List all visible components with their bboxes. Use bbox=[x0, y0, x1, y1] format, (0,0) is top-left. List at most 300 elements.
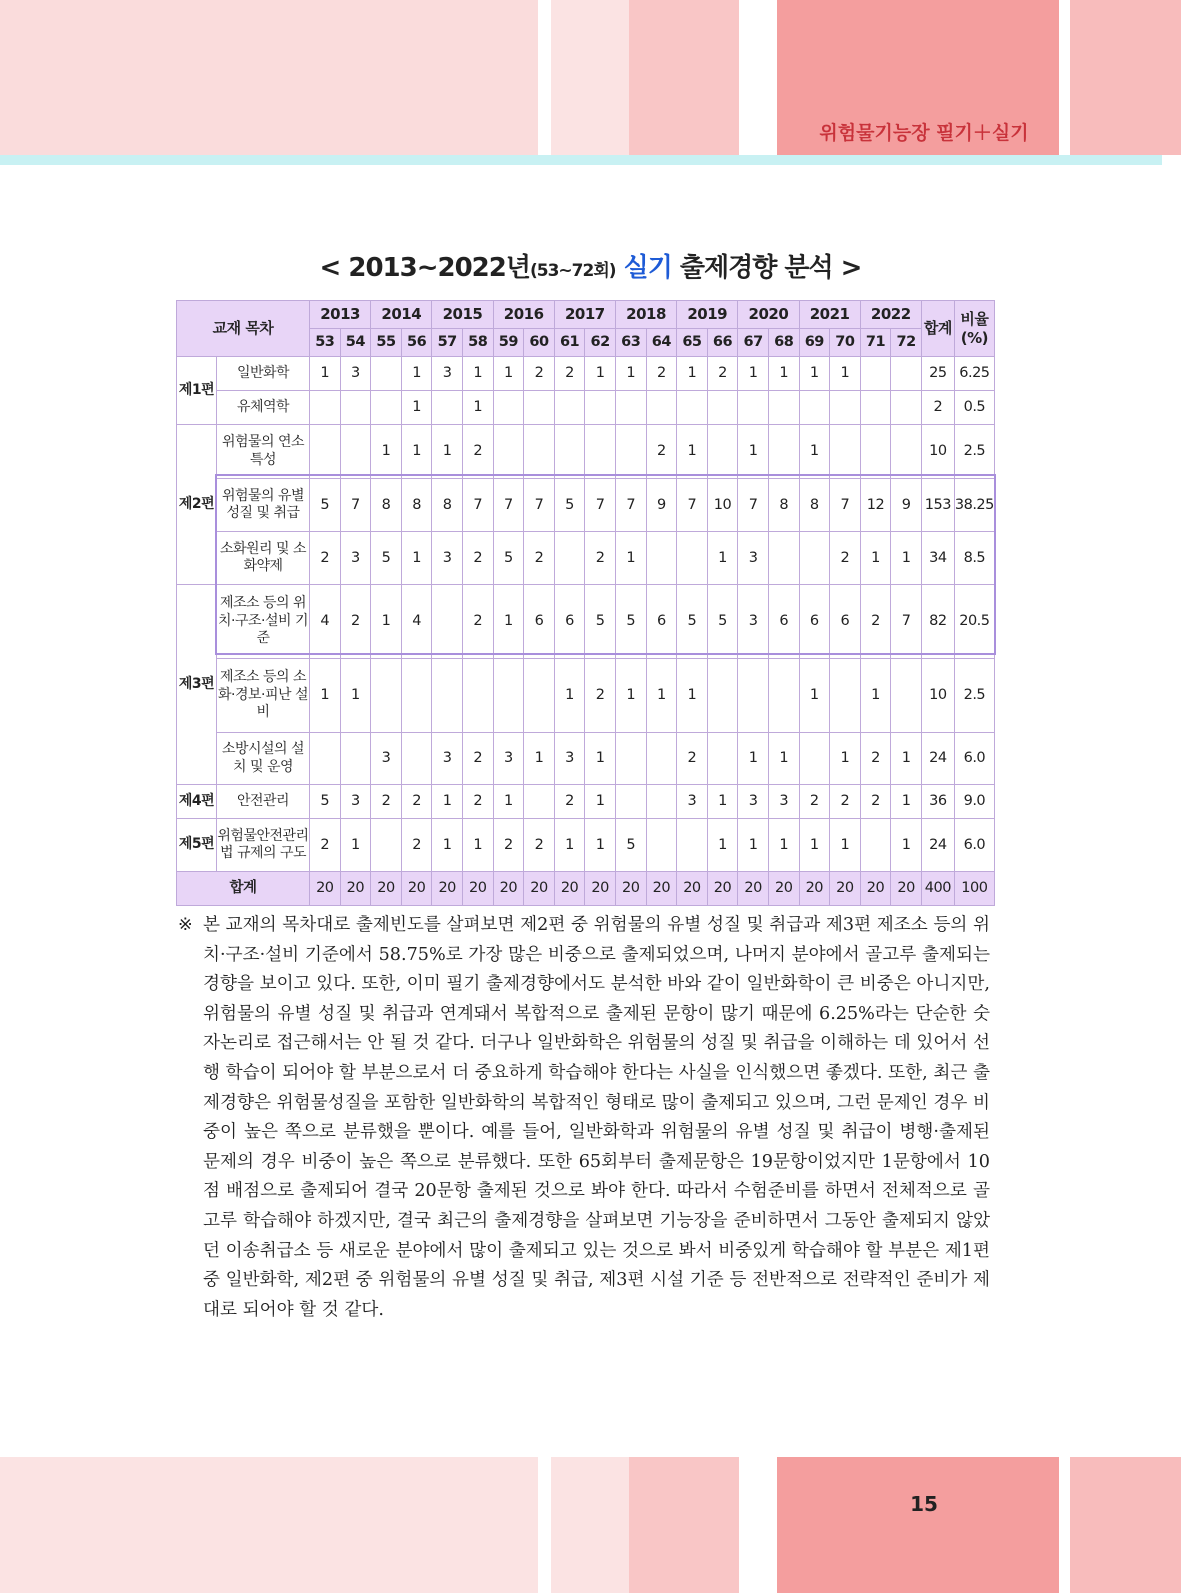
count-cell: 8 bbox=[799, 479, 830, 532]
count-cell: 7 bbox=[524, 479, 555, 532]
analysis-note bbox=[178, 911, 990, 1325]
grand-ratio-cell: 100 bbox=[954, 872, 994, 906]
count-cell: 1 bbox=[830, 733, 861, 785]
round-header: 64 bbox=[646, 329, 677, 357]
count-cell: 7 bbox=[677, 479, 708, 532]
count-cell bbox=[371, 819, 402, 872]
count-cell: 3 bbox=[554, 733, 585, 785]
count-cell: 9 bbox=[891, 479, 922, 532]
total-count-cell: 20 bbox=[310, 872, 341, 906]
total-count-cell: 20 bbox=[860, 872, 891, 906]
count-cell: 1 bbox=[371, 585, 402, 659]
round-header: 54 bbox=[340, 329, 371, 357]
category-label: 위험물의 연소 특성 bbox=[217, 425, 310, 479]
count-cell bbox=[615, 391, 646, 425]
header-band bbox=[0, 0, 538, 155]
count-cell: 2 bbox=[462, 425, 493, 479]
ratio-cell: 6.0 bbox=[954, 733, 994, 785]
count-cell bbox=[524, 659, 555, 733]
count-cell bbox=[432, 391, 463, 425]
count-cell: 1 bbox=[493, 785, 524, 819]
table-row bbox=[177, 819, 995, 872]
count-cell: 1 bbox=[860, 532, 891, 585]
count-cell: 1 bbox=[340, 819, 371, 872]
count-cell: 2 bbox=[830, 532, 861, 585]
footer-band bbox=[0, 1457, 538, 1593]
header-label: 교재 목차 bbox=[177, 301, 310, 357]
count-cell: 1 bbox=[860, 659, 891, 733]
table-row bbox=[177, 479, 995, 532]
count-cell: 7 bbox=[891, 585, 922, 659]
total-count-cell: 20 bbox=[615, 872, 646, 906]
count-cell bbox=[799, 532, 830, 585]
count-cell: 9 bbox=[646, 479, 677, 532]
count-cell: 1 bbox=[799, 425, 830, 479]
count-cell: 1 bbox=[493, 585, 524, 659]
count-cell: 2 bbox=[554, 785, 585, 819]
count-cell: 1 bbox=[768, 819, 799, 872]
round-header: 60 bbox=[524, 329, 555, 357]
count-cell bbox=[310, 425, 341, 479]
count-cell bbox=[677, 532, 708, 585]
count-cell: 1 bbox=[830, 819, 861, 872]
count-cell: 8 bbox=[371, 479, 402, 532]
table-row bbox=[177, 785, 995, 819]
ratio-cell: 2.5 bbox=[954, 659, 994, 733]
count-cell bbox=[340, 425, 371, 479]
title-prefix: < 2013~2022년 bbox=[319, 253, 530, 283]
count-cell: 7 bbox=[493, 479, 524, 532]
count-cell: 5 bbox=[554, 479, 585, 532]
table-row bbox=[177, 659, 995, 733]
count-cell: 4 bbox=[401, 585, 432, 659]
count-cell bbox=[462, 659, 493, 733]
footer-band bbox=[629, 1457, 739, 1593]
count-cell bbox=[677, 391, 708, 425]
count-cell: 4 bbox=[310, 585, 341, 659]
count-cell: 1 bbox=[799, 357, 830, 391]
total-count-cell: 20 bbox=[554, 872, 585, 906]
round-header: 53 bbox=[310, 329, 341, 357]
count-cell: 2 bbox=[646, 425, 677, 479]
count-cell bbox=[646, 391, 677, 425]
total-cell: 25 bbox=[921, 357, 954, 391]
section-label: 제1편 bbox=[177, 357, 217, 425]
trend-table bbox=[176, 300, 995, 906]
count-cell bbox=[860, 391, 891, 425]
count-cell bbox=[830, 391, 861, 425]
total-count-cell: 20 bbox=[799, 872, 830, 906]
count-cell: 1 bbox=[738, 733, 769, 785]
year-header: 2015 bbox=[432, 301, 493, 329]
count-cell: 2 bbox=[524, 819, 555, 872]
count-cell: 2 bbox=[830, 785, 861, 819]
count-cell bbox=[554, 425, 585, 479]
count-cell: 1 bbox=[524, 733, 555, 785]
count-cell bbox=[891, 357, 922, 391]
count-cell: 6 bbox=[830, 585, 861, 659]
round-header: 56 bbox=[401, 329, 432, 357]
count-cell: 1 bbox=[615, 659, 646, 733]
count-cell bbox=[310, 733, 341, 785]
count-cell: 1 bbox=[585, 819, 616, 872]
title-rounds: (53~72회) bbox=[529, 261, 616, 281]
count-cell: 1 bbox=[891, 785, 922, 819]
count-cell: 1 bbox=[401, 391, 432, 425]
total-cell: 24 bbox=[921, 819, 954, 872]
category-label: 위험물안전관리법 규제의 구도 bbox=[217, 819, 310, 872]
count-cell bbox=[524, 391, 555, 425]
total-cell: 24 bbox=[921, 733, 954, 785]
ratio-cell: 2.5 bbox=[954, 425, 994, 479]
category-label: 제조소 등의 소화·경보·피난 설비 bbox=[217, 659, 310, 733]
count-cell: 3 bbox=[493, 733, 524, 785]
section-label: 제4편 bbox=[177, 785, 217, 819]
count-cell bbox=[615, 425, 646, 479]
count-cell bbox=[585, 425, 616, 479]
count-cell: 2 bbox=[860, 585, 891, 659]
count-cell bbox=[830, 659, 861, 733]
count-cell: 1 bbox=[493, 357, 524, 391]
count-cell bbox=[371, 659, 402, 733]
page-title bbox=[0, 247, 1181, 284]
count-cell: 5 bbox=[615, 585, 646, 659]
count-cell bbox=[768, 532, 799, 585]
count-cell: 1 bbox=[340, 659, 371, 733]
table-row bbox=[177, 585, 995, 659]
count-cell: 3 bbox=[371, 733, 402, 785]
count-cell: 1 bbox=[432, 425, 463, 479]
count-cell bbox=[493, 659, 524, 733]
count-cell: 2 bbox=[462, 585, 493, 659]
round-header: 58 bbox=[462, 329, 493, 357]
round-header: 71 bbox=[860, 329, 891, 357]
count-cell: 2 bbox=[401, 785, 432, 819]
count-cell bbox=[891, 425, 922, 479]
count-cell: 1 bbox=[462, 391, 493, 425]
count-cell: 2 bbox=[585, 532, 616, 585]
count-cell: 2 bbox=[371, 785, 402, 819]
grand-total-cell: 400 bbox=[921, 872, 954, 906]
total-count-cell: 20 bbox=[524, 872, 555, 906]
round-header: 61 bbox=[554, 329, 585, 357]
count-cell bbox=[554, 391, 585, 425]
count-cell bbox=[830, 425, 861, 479]
count-cell bbox=[340, 391, 371, 425]
count-cell: 7 bbox=[340, 479, 371, 532]
count-cell: 2 bbox=[493, 819, 524, 872]
count-cell bbox=[860, 357, 891, 391]
count-cell bbox=[768, 425, 799, 479]
count-cell bbox=[707, 425, 738, 479]
count-cell bbox=[646, 532, 677, 585]
count-cell: 1 bbox=[768, 733, 799, 785]
section-label: 제5편 bbox=[177, 819, 217, 872]
count-cell: 2 bbox=[524, 357, 555, 391]
count-cell: 6 bbox=[768, 585, 799, 659]
count-cell bbox=[646, 819, 677, 872]
count-cell: 1 bbox=[462, 819, 493, 872]
count-cell: 7 bbox=[615, 479, 646, 532]
ratio-cell: 20.5 bbox=[954, 585, 994, 659]
count-cell bbox=[860, 819, 891, 872]
round-header: 59 bbox=[493, 329, 524, 357]
count-cell: 5 bbox=[371, 532, 402, 585]
count-cell: 3 bbox=[677, 785, 708, 819]
count-cell bbox=[585, 391, 616, 425]
count-cell: 3 bbox=[340, 785, 371, 819]
count-cell bbox=[615, 733, 646, 785]
count-cell: 2 bbox=[860, 785, 891, 819]
year-header: 2013 bbox=[310, 301, 371, 329]
round-header: 72 bbox=[891, 329, 922, 357]
total-count-cell: 20 bbox=[738, 872, 769, 906]
count-cell: 1 bbox=[585, 357, 616, 391]
ratio-cell: 6.25 bbox=[954, 357, 994, 391]
count-cell bbox=[401, 659, 432, 733]
section-label: 제3편 bbox=[177, 585, 217, 785]
count-cell: 8 bbox=[432, 479, 463, 532]
total-cell: 10 bbox=[921, 425, 954, 479]
totals-row bbox=[177, 872, 995, 906]
round-header: 62 bbox=[585, 329, 616, 357]
category-label: 제조소 등의 위치·구조·설비 기준 bbox=[217, 585, 310, 659]
total-count-cell: 20 bbox=[707, 872, 738, 906]
count-cell: 1 bbox=[462, 357, 493, 391]
count-cell: 2 bbox=[462, 532, 493, 585]
total-count-cell: 20 bbox=[401, 872, 432, 906]
count-cell: 1 bbox=[677, 659, 708, 733]
header-band bbox=[629, 0, 739, 155]
count-cell: 1 bbox=[615, 357, 646, 391]
count-cell: 2 bbox=[554, 357, 585, 391]
count-cell: 3 bbox=[738, 785, 769, 819]
count-cell: 1 bbox=[738, 819, 769, 872]
count-cell: 1 bbox=[799, 659, 830, 733]
round-header: 65 bbox=[677, 329, 708, 357]
count-cell: 2 bbox=[462, 733, 493, 785]
total-count-cell: 20 bbox=[371, 872, 402, 906]
count-cell: 1 bbox=[432, 785, 463, 819]
section-label: 제2편 bbox=[177, 425, 217, 585]
total-cell: 153 bbox=[921, 479, 954, 532]
category-label: 소화원리 및 소화약제 bbox=[217, 532, 310, 585]
total-count-cell: 20 bbox=[340, 872, 371, 906]
count-cell: 1 bbox=[891, 532, 922, 585]
year-header: 2014 bbox=[371, 301, 432, 329]
count-cell: 3 bbox=[738, 532, 769, 585]
count-cell: 2 bbox=[585, 659, 616, 733]
count-cell: 1 bbox=[677, 425, 708, 479]
year-header: 2022 bbox=[860, 301, 921, 329]
table-row bbox=[177, 357, 995, 391]
ratio-cell: 9.0 bbox=[954, 785, 994, 819]
count-cell: 2 bbox=[310, 819, 341, 872]
count-cell bbox=[432, 659, 463, 733]
footer-band bbox=[777, 1457, 1059, 1593]
header-band bbox=[1070, 0, 1181, 155]
count-cell: 2 bbox=[401, 819, 432, 872]
total-count-cell: 20 bbox=[768, 872, 799, 906]
count-cell: 3 bbox=[432, 733, 463, 785]
count-cell: 6 bbox=[524, 585, 555, 659]
count-cell: 3 bbox=[432, 357, 463, 391]
count-cell bbox=[677, 819, 708, 872]
count-cell: 3 bbox=[738, 585, 769, 659]
count-cell: 2 bbox=[524, 532, 555, 585]
total-cell: 2 bbox=[921, 391, 954, 425]
year-header: 2019 bbox=[677, 301, 738, 329]
count-cell bbox=[493, 425, 524, 479]
count-cell bbox=[891, 659, 922, 733]
round-header: 68 bbox=[768, 329, 799, 357]
count-cell bbox=[340, 733, 371, 785]
total-count-cell: 20 bbox=[891, 872, 922, 906]
count-cell bbox=[768, 391, 799, 425]
category-label: 소방시설의 설치 및 운영 bbox=[217, 733, 310, 785]
count-cell: 1 bbox=[432, 819, 463, 872]
count-cell bbox=[738, 391, 769, 425]
total-count-cell: 20 bbox=[462, 872, 493, 906]
header-band bbox=[551, 0, 629, 155]
count-cell bbox=[371, 357, 402, 391]
count-cell: 1 bbox=[738, 357, 769, 391]
table-row bbox=[177, 532, 995, 585]
year-header: 2018 bbox=[615, 301, 676, 329]
table-row bbox=[177, 425, 995, 479]
category-label: 일반화학 bbox=[217, 357, 310, 391]
table-row bbox=[177, 391, 995, 425]
total-cell: 34 bbox=[921, 532, 954, 585]
footer-band bbox=[551, 1457, 629, 1593]
count-cell: 5 bbox=[310, 479, 341, 532]
total-header: 합계 bbox=[921, 301, 954, 357]
count-cell bbox=[707, 659, 738, 733]
total-count-cell: 20 bbox=[493, 872, 524, 906]
count-cell: 6 bbox=[554, 585, 585, 659]
count-cell: 1 bbox=[707, 819, 738, 872]
title-suffix: 출제경향 분석 > bbox=[679, 253, 862, 283]
total-count-cell: 20 bbox=[677, 872, 708, 906]
count-cell: 5 bbox=[677, 585, 708, 659]
ratio-cell: 6.0 bbox=[954, 819, 994, 872]
count-cell: 1 bbox=[554, 819, 585, 872]
count-cell: 2 bbox=[707, 357, 738, 391]
ratio-cell: 38.25 bbox=[954, 479, 994, 532]
count-cell: 1 bbox=[401, 425, 432, 479]
title-highlight: 실기 bbox=[623, 253, 672, 283]
total-count-cell: 20 bbox=[830, 872, 861, 906]
count-cell: 5 bbox=[585, 585, 616, 659]
round-header: 57 bbox=[432, 329, 463, 357]
count-cell bbox=[891, 391, 922, 425]
count-cell: 2 bbox=[310, 532, 341, 585]
count-cell bbox=[738, 659, 769, 733]
round-header: 66 bbox=[707, 329, 738, 357]
count-cell: 3 bbox=[768, 785, 799, 819]
count-cell: 1 bbox=[554, 659, 585, 733]
year-header: 2020 bbox=[738, 301, 799, 329]
totals-label: 합계 bbox=[177, 872, 310, 906]
header-divider bbox=[0, 155, 1162, 165]
count-cell bbox=[799, 391, 830, 425]
count-cell bbox=[707, 391, 738, 425]
count-cell: 10 bbox=[707, 479, 738, 532]
count-cell bbox=[493, 391, 524, 425]
count-cell: 5 bbox=[615, 819, 646, 872]
note-text: 본 교재의 목차대로 출제빈도를 살펴보면 제2편 중 위험물의 유별 성질 및 취급과 제3편 제조소 등의 위치·구조·설비 기준에서 58.75%로 가장 많은 비중으로 출제되었으며, 나머지 분야에서 골고루 출제되는 경향을 보이고 있다. 또한, 이미 필기 출제경향에서도 분석한 바와 같이 일반화학이 큰 비중은 아니지만, 위험물의 유별 성질 및 취급과 연계돼서 복합적으로 출제된 문항이 많기 때문에 6.25%라는 단순한 숫자논리로 접근해서는 안 될 것 같다. 더구나 일반화학은 위험물의 성질 및 취급을 이해하는 데 있어서 선행 학습이 되어야 할 부분으로서 더 중요하게 학습해야 한다는 사실을 인식했으면 좋겠다. 또한, 최근 출제경향은 위험물성질을 포함한 일반화학의 복합적인 형태로 많이 출제되고 있으며, 그런 문제인 경우 비중이 높은 쪽으로 분류했을 뿐이다. 예를 들어, 일반화학과 위험물의 유별 성질 및 취급이 병행·출제된 문제의 경우 비중이 높은 쪽으로 분류했다. 또한 65회부터 출제문항은 19문항이었지만 1문항에서 10점 배점으로 출제되어 결국 20문항 출제된 것으로 봐야 한다. 따라서 수험준비를 하면서 전체적으로 골고루 학습해야 하겠지만, 결국 최근의 출제경향을 살펴보면 기능장을 준비하면서 그동안 출제되지 않았던 이송취급소 등 새로운 분야에서 많이 출제되고 있는 것으로 봐서 비중있게 학습해야 할 부분은 제1편 중 일반화학, 제2편 중 위험물의 유별 성질 및 취급, 제3편 시설 기준 등 전반적으로 전략적인 준비가 제대로 되어야 할 것 같다. bbox=[203, 915, 990, 1320]
count-cell: 7 bbox=[585, 479, 616, 532]
ratio-cell: 8.5 bbox=[954, 532, 994, 585]
count-cell bbox=[432, 585, 463, 659]
count-cell: 2 bbox=[646, 357, 677, 391]
count-cell: 8 bbox=[401, 479, 432, 532]
count-cell: 1 bbox=[799, 819, 830, 872]
count-cell bbox=[554, 532, 585, 585]
count-cell bbox=[310, 391, 341, 425]
count-cell bbox=[524, 425, 555, 479]
count-cell bbox=[768, 659, 799, 733]
year-header: 2017 bbox=[554, 301, 615, 329]
count-cell bbox=[860, 425, 891, 479]
note-mark: ※ bbox=[178, 915, 193, 935]
count-cell: 1 bbox=[707, 532, 738, 585]
total-count-cell: 20 bbox=[432, 872, 463, 906]
count-cell: 6 bbox=[646, 585, 677, 659]
count-cell: 1 bbox=[585, 785, 616, 819]
count-cell: 1 bbox=[677, 357, 708, 391]
year-header: 2021 bbox=[799, 301, 860, 329]
footer-band bbox=[1070, 1457, 1181, 1593]
category-label: 위험물의 유별 성질 및 취급 bbox=[217, 479, 310, 532]
ratio-cell: 0.5 bbox=[954, 391, 994, 425]
category-label: 안전관리 bbox=[217, 785, 310, 819]
count-cell: 1 bbox=[585, 733, 616, 785]
round-header: 67 bbox=[738, 329, 769, 357]
table-row bbox=[177, 733, 995, 785]
count-cell bbox=[646, 785, 677, 819]
count-cell bbox=[707, 733, 738, 785]
count-cell bbox=[524, 785, 555, 819]
count-cell: 1 bbox=[310, 659, 341, 733]
count-cell: 5 bbox=[493, 532, 524, 585]
count-cell bbox=[615, 785, 646, 819]
count-cell: 7 bbox=[830, 479, 861, 532]
count-cell: 1 bbox=[707, 785, 738, 819]
count-cell: 5 bbox=[310, 785, 341, 819]
count-cell: 6 bbox=[799, 585, 830, 659]
year-header: 2016 bbox=[493, 301, 554, 329]
count-cell: 5 bbox=[707, 585, 738, 659]
ratio-header: 비율 (%) bbox=[954, 301, 994, 357]
count-cell: 1 bbox=[891, 733, 922, 785]
count-cell bbox=[646, 733, 677, 785]
round-header: 55 bbox=[371, 329, 402, 357]
count-cell: 1 bbox=[768, 357, 799, 391]
count-cell: 1 bbox=[371, 425, 402, 479]
count-cell: 3 bbox=[340, 357, 371, 391]
count-cell bbox=[401, 733, 432, 785]
count-cell: 7 bbox=[462, 479, 493, 532]
round-header: 70 bbox=[830, 329, 861, 357]
total-cell: 36 bbox=[921, 785, 954, 819]
count-cell: 2 bbox=[340, 585, 371, 659]
count-cell: 2 bbox=[462, 785, 493, 819]
count-cell bbox=[371, 391, 402, 425]
count-cell: 1 bbox=[646, 659, 677, 733]
count-cell: 1 bbox=[615, 532, 646, 585]
count-cell: 1 bbox=[401, 532, 432, 585]
